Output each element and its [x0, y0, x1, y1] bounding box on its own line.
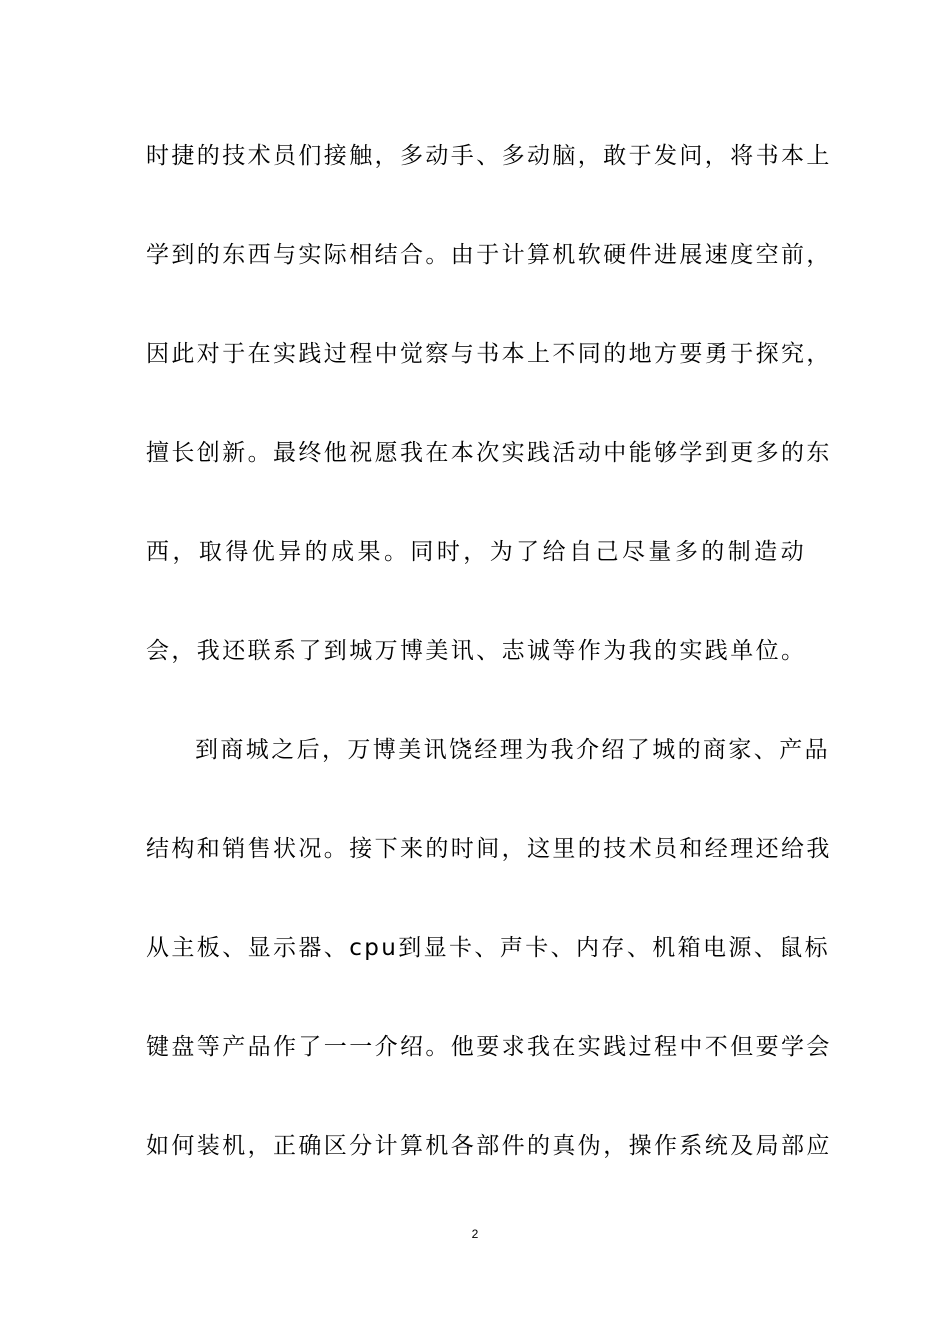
text-line: 学到的东西与实际相结合。由于计算机软硬件进展速度空前， — [146, 242, 832, 268]
text-line: 时捷的技术员们接触，多动手、多动脑，敢于发问，将书本上 — [146, 143, 832, 169]
page-number: 2 — [471, 1227, 479, 1241]
text-line: 会，我还联系了到城万博美讯、志诚等作为我的实践单位。 — [146, 638, 807, 664]
text-line: 西，取得优异的成果。同时，为了给自己尽量多的制造动 — [146, 539, 806, 565]
text-line: 键盘等产品作了一一介绍。他要求我在实践过程中不但要学会 — [146, 1034, 832, 1060]
text-line: 到商城之后，万博美讯饶经理为我介绍了城的商家、产品 — [195, 737, 830, 763]
text-line: 从主板、显示器、cpu到显卡、声卡、内存、机箱电源、鼠标 — [146, 935, 831, 961]
text-line: 如何装机，正确区分计算机各部件的真伪，操作系统及局部应 — [146, 1133, 832, 1159]
text-line: 因此对于在实践过程中觉察与书本上不同的地方要勇于探究， — [146, 341, 832, 367]
text-line: 擅长创新。最终他祝愿我在本次实践活动中能够学到更多的东 — [146, 440, 832, 466]
text-line: 结构和销售状况。接下来的时间，这里的技术员和经理还给我 — [146, 836, 832, 862]
